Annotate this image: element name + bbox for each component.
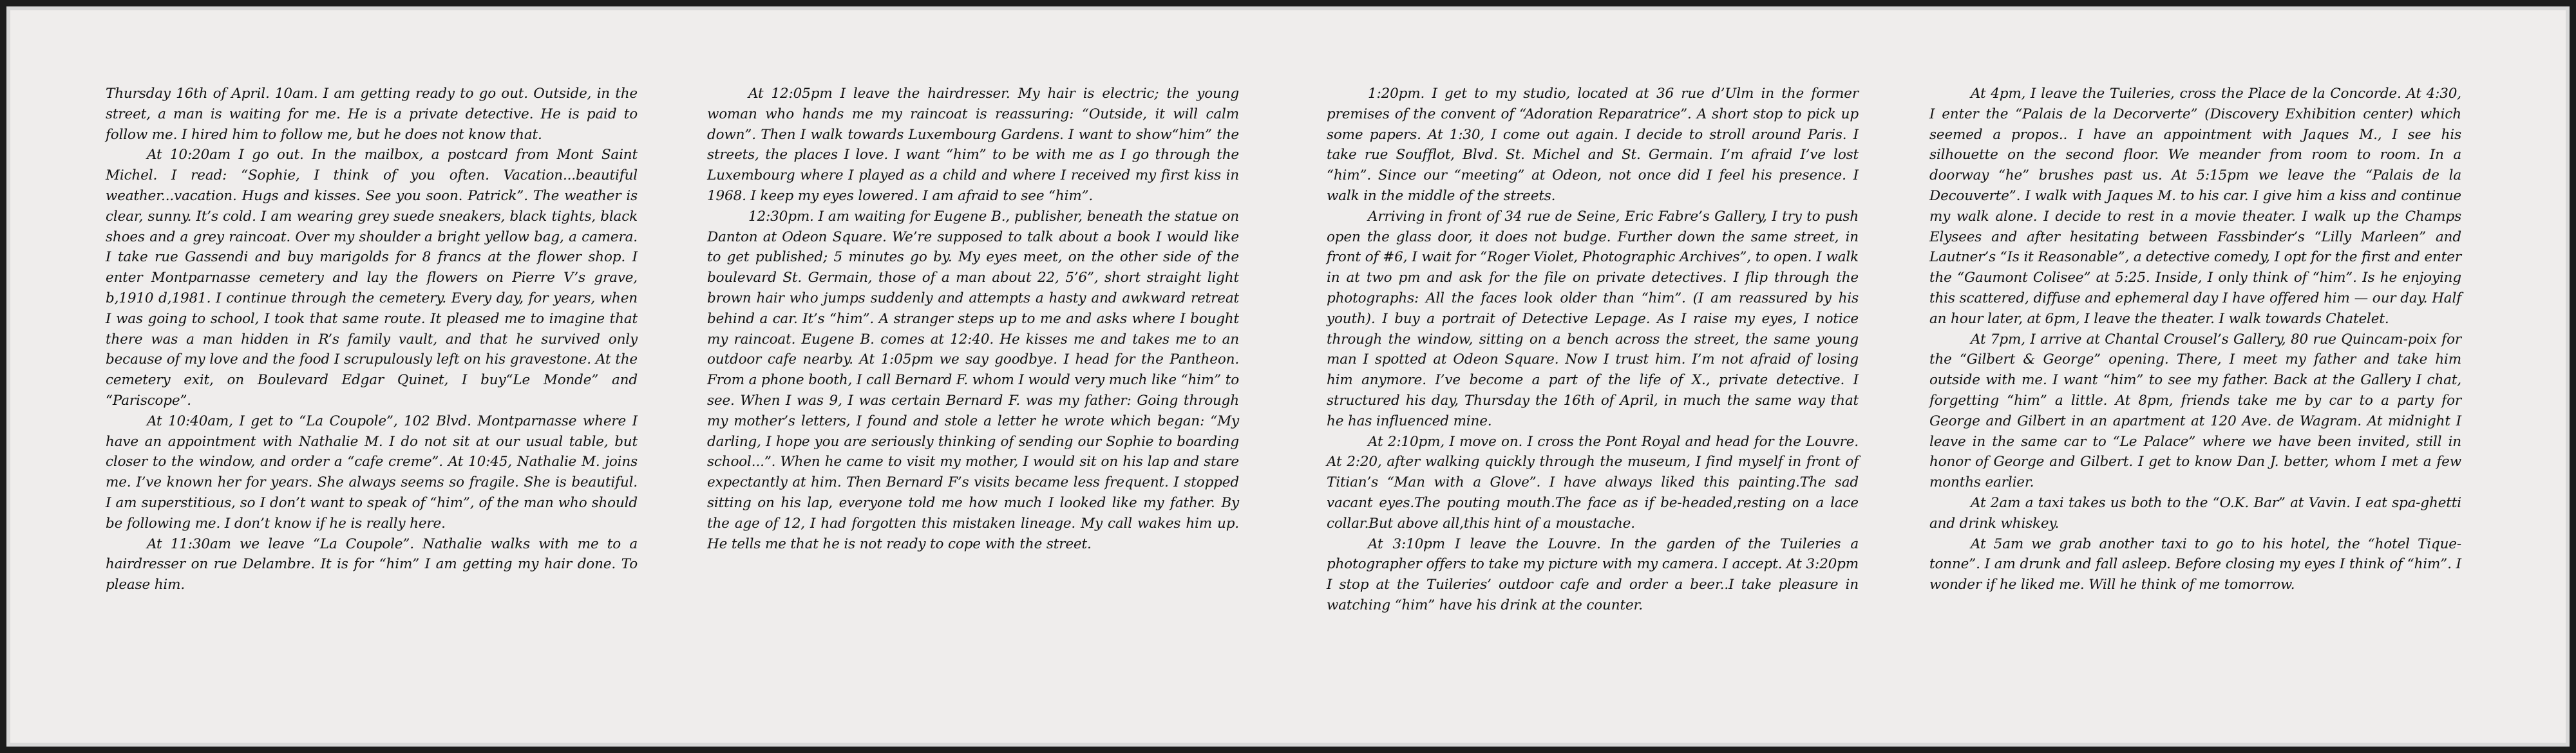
paragraph: 12:30pm. I am waiting for Eugene B., publisher, beneath the statue on Danton at Odeon Square. We’re supposed to talk about a book I would like to get published; 5 minutes go by. My eyes meet, on the other side of the boulevard St. Germain, those of a man about 22, 5’6”, short straight light brown hair who jumps suddenly and attempts a hasty and awkward retreat behind a car. It’s “him”. A stranger steps up to me and asks where I bought my raincoat. Eugene B. comes at 12:40. He kisses me and takes me to an outdoor cafe nearby. At 1:05pm we say goodbye. I head for the Pantheon. From a phone booth, I call Bernard F. whom I would very much like “him” to see. When I was 9, I was certain Bernard F. was my father: Going through my mother’s letters, I found and stole a letter he wrote which began: “My darling, I hope you are seriously thinking of sending our Sophie to boarding school...”. When he came to visit my mother, I would sit on his lap and stare expectantly at him. Then Bernard F’s visits became less frequent. I stopped sitting on his lap, everyone told me how much I looked like my father. By the age of 12, I had forgotten this mistaken lineage. My call wakes him up. He tells me that he is not ready to cope with the street. bbox=[707, 208, 1239, 552]
paragraph: 1:20pm. I get to my studio, located at 36 rue d’Ulm in the former premises of the convent of “Adoration Reparatrice”. A short stop to pick up some papers. At 1:30, I come out again. I decide to stroll around Paris. I take rue Soufflot, Blvd. St. Michel and St. Germain. I’m afraid I’ve lost “him”. Since our “meeting” at Odeon, not once did I feel his presence. I walk in the middle of the streets. bbox=[1327, 86, 1859, 204]
paragraph: At 2am a taxi takes us both to the “O.K. Bar” at Vavin. I eat spa-ghetti and drink whiskey. bbox=[1929, 494, 2461, 532]
paragraph: Arriving in front of 34 rue de Seine, Eric Fabre’s Gallery, I try to push open the glass door, it does not budge. Further down the same street, in front of #6, I wait for “Roger Violet, Photographic Archives”, to open. I walk in at two pm and ask for the file on private detectives. I flip through the photographs: All the faces look older than “him”. (I am reassured by his youth). I buy a portrait of Detective Lepage. As I raise my eyes, I notice through the window, sitting on a bench across the street, the same young man I spotted at Odeon Square. Now I trust him. I’m not afraid of losing him anymore. I’ve become a part of the life of X., private detective. I structured his day, Thursday the 16th of April, in much the same way that he has influenced mine. bbox=[1327, 208, 1859, 429]
text-panel bbox=[10, 10, 2566, 743]
paragraph: At 10:20am I go out. In the mailbox, a postcard from Mont Saint Michel. I read: “Sophie, I think of you often. Vacation...beautiful weather...vacation. Hugs and kisses. See you soon. Patrick”. The weather is clear, sunny. It’s cold. I am wearing grey suede sneakers, black tights, black shoes and a grey raincoat. Over my shoulder a bright yellow bag, a camera. I take rue Gassendi and buy marigolds for 8 francs at the flower shop. I enter Montparnasse cemetery and lay the flowers on Pierre V’s grave, b,1910 d,1981. I continue through the cemetery. Every day, for years, when I was going to school, I took that same route. It pleased me to imagine that there was a man hidden in R’s family vault, and that he survived only because of my love and the food I scrupulously left on his gravestone. At the cemetery exit, on Boulevard Edgar Quinet, I buy“Le Monde” and “Pariscope”. bbox=[106, 147, 638, 409]
paragraph: At 7pm, I arrive at Chantal Crousel’s Gallery, 80 rue Quincam-poix for the “Gilbert & George” opening. There, I meet my father and take him outside with me. I want “him” to see my father. Back at the Gallery I chat, forgetting “him” a little. At 8pm, friends take me by car to a party for George and Gilbert in an apartment at 120 Ave. de Wagram. At midnight I leave in the same car to “Le Palace” where we have been invited, still in honor of George and Gilbert. I get to know Dan J. better, whom I met a few months earlier. bbox=[1929, 331, 2461, 491]
paragraph: At 12:05pm I leave the hairdresser. My hair is electric; the young woman who hands me my raincoat is reassuring: “Outside, it will calm down”. Then I walk towards Luxembourg Gardens. I want to show“him” the streets, the places I love. I want “him” to be with me as I go through the Luxembourg where I played as a child and where I received my first kiss in 1968. I keep my eyes lowered. I am afraid to see “him”. bbox=[707, 86, 1239, 204]
paragraph: Thursday 16th of April. 10am. I am getting ready to go out. Outside, in the street, a man is waiting for me. He is a private detective. He is paid to follow me. I hired him to follow me, but he does not know that. bbox=[106, 86, 638, 143]
text-column-1 bbox=[106, 84, 638, 595]
text-column-4 bbox=[1929, 84, 2461, 595]
paragraph: At 4pm, I leave the Tuileries, cross the Place de la Concorde. At 4:30, I enter the “Palais de la Decorverte” (Discovery Exhibition center) which seemed a propos.. I have an appointment with Jaques M., I see his silhouette on the second floor. We meander from room to room. In a doorway “he” brushes past us. At 5:15pm we leave the “Palais de la Decouverte”. I walk with Jaques M. to his car. I give him a kiss and continue my walk alone. I decide to rest in a movie theater. I walk up the Champs Elysees and after hesitating between Fassbinder’s “Lilly Marleen” and Lautner’s “Is it Reasonable”, a detective comedy, I opt for the first and enter the “Gaumont Colisee” at 5:25. Inside, I only think of “him”. Is he enjoying this scattered, diffuse and ephemeral day I have offered him — our day. Half an hour later, at 6pm, I leave the theater. I walk towards Chatelet. bbox=[1929, 86, 2461, 327]
text-column-2 bbox=[707, 84, 1239, 554]
text-column-3 bbox=[1327, 84, 1859, 616]
paragraph: At 3:10pm I leave the Louvre. In the garden of the Tuileries a photographer offers to take my picture with my camera. I accept. At 3:20pm I stop at the Tuileries’ outdoor cafe and order a beer..I take pleasure in watching “him” have his drink at the counter. bbox=[1327, 535, 1859, 613]
paragraph: At 11:30am we leave “La Coupole”. Nathalie walks with me to a hairdresser on rue Delambre. It is for “him” I am getting my hair done. To please him. bbox=[106, 535, 638, 593]
paragraph: At 10:40am, I get to “La Coupole”, 102 Blvd. Montparnasse where I have an appointment with Nathalie M. I do not sit at our usual table, but closer to the window, and order a “cafe creme”. At 10:45, Nathalie M. joins me. I’ve known her for years. She always seems so fragile. She is beautiful. I am superstitious, so I don’t want to speak of “him”, of the man who should be following me. I don’t know if he is really here. bbox=[106, 413, 638, 532]
paragraph: At 2:10pm, I move on. I cross the Pont Royal and head for the Louvre. At 2:20, after walking quickly through the museum, I find myself in front of Titian’s “Man with a Glove”. I have always liked this painting.The sad vacant eyes.The pouting mouth.The face as if be-headed,resting on a lace collar.But above all,this hint of a moustache. bbox=[1327, 433, 1859, 532]
paragraph: At 5am we grab another taxi to go to his hotel, the “hotel Tique-tonne”. I am drunk and fall asleep. Before closing my eyes I think of “him”. I wonder if he liked me. Will he think of me tomorrow. bbox=[1929, 535, 2461, 593]
